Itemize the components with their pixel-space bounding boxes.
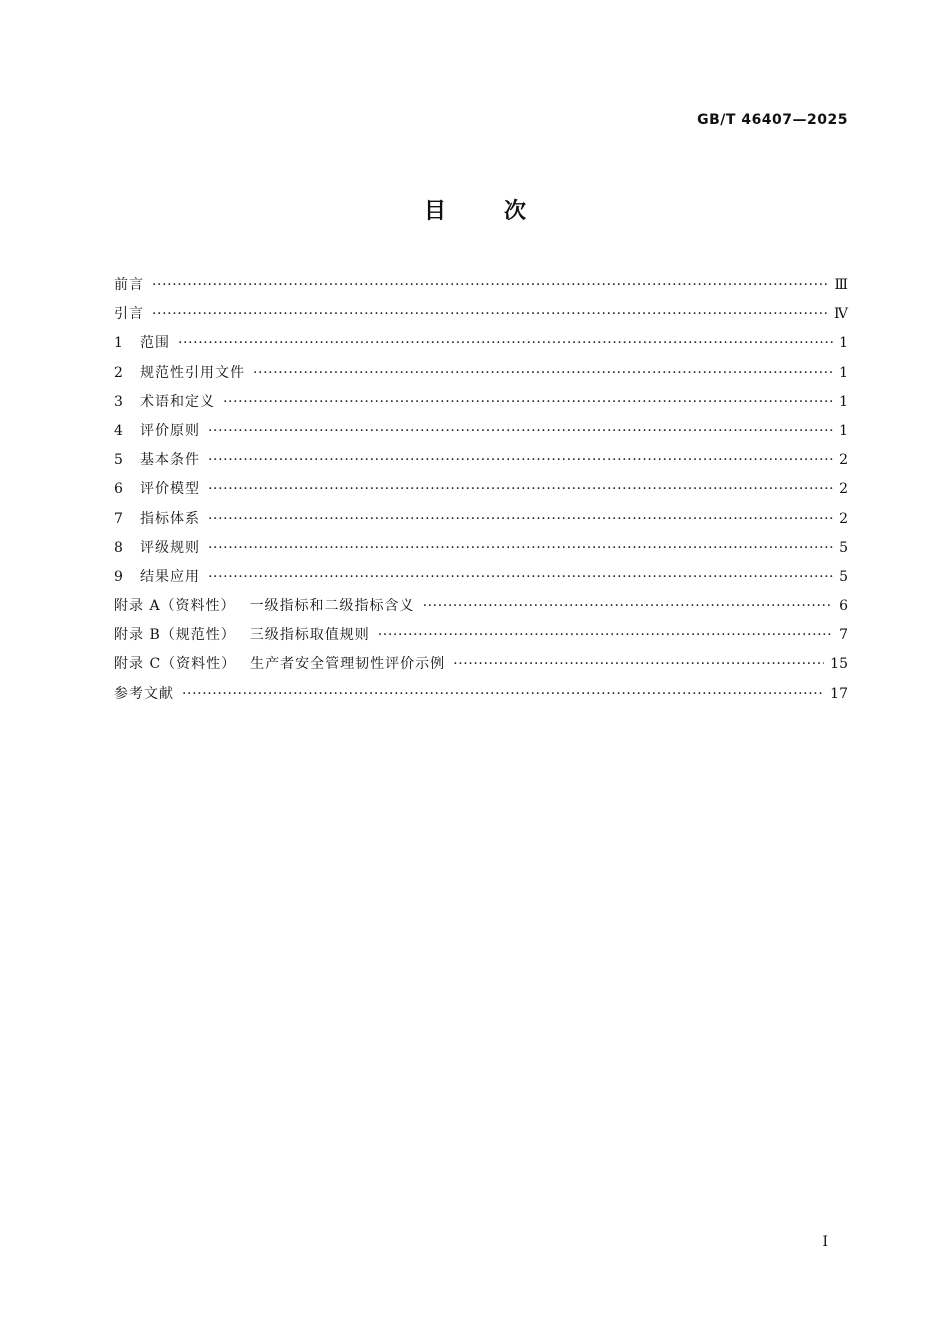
toc-entry-title: 范围 [140,335,170,352]
toc-entry-appendix-label: 附录 A（资料性） [114,598,236,615]
toc-entry-appendix-label: 附录 B（规范性） [114,627,236,644]
toc-entry-page: 2 [839,481,848,498]
toc-dot-leader [182,680,824,709]
toc-entry-title: 参考文献 [114,685,174,702]
toc-entry-title: 基本条件 [140,452,200,469]
toc-dot-leader [208,475,833,504]
toc-dot-leader [453,650,824,679]
toc-entry-label [140,563,200,592]
toc-dot-leader [152,300,828,329]
toc-entry-label [140,505,200,534]
toc-entry-number: 2 [114,364,123,381]
toc-entry[interactable] [114,650,848,679]
toc-entry-label [114,680,174,709]
toc-entry-title: 评级规则 [140,539,200,556]
toc-dot-leader [223,388,833,417]
table-of-contents [114,271,848,709]
toc-entry-label [114,621,370,650]
toc-entry[interactable] [114,271,848,300]
toc-entry-title: 评价模型 [140,481,200,498]
toc-entry-title: 前言 [114,277,144,293]
toc-entry-page: 1 [839,422,848,439]
toc-entry-page: 5 [839,539,848,556]
toc-entry-number: 4 [114,422,123,439]
toc-entry[interactable] [114,563,848,592]
toc-title-char-2: 次 [504,199,527,224]
toc-entry-page: 17 [830,685,848,702]
toc-dot-leader [423,592,834,621]
toc-entry-page: 2 [839,510,848,527]
toc-entry-number: 3 [114,393,123,410]
toc-entry-page: Ⅳ [834,306,848,323]
toc-dot-leader [378,621,833,650]
toc-entry-number: 8 [114,539,123,556]
toc-entry-title: 指标体系 [140,510,200,527]
toc-entry-title: 引言 [114,306,144,323]
toc-entry[interactable] [114,680,848,709]
toc-dot-leader [152,271,828,300]
toc-entry-label [140,534,200,563]
toc-entry-title: 术语和定义 [140,393,215,410]
toc-entry-label [114,592,415,621]
toc-entry-number: 5 [114,452,123,469]
toc-dot-leader [208,534,833,563]
toc-entry[interactable] [114,592,848,621]
toc-dot-leader [208,505,833,534]
toc-entry-page: 7 [839,627,848,644]
toc-entry[interactable] [114,621,848,650]
toc-entry-page: 6 [839,598,848,615]
toc-entry-number: 6 [114,481,123,498]
toc-entry-page: 5 [839,568,848,585]
toc-entry-label [140,417,200,446]
toc-dot-leader [208,446,833,475]
toc-entry-title: 生产者安全管理韧性评价示例 [250,656,446,673]
toc-entry-title: 规范性引用文件 [140,364,245,381]
toc-entry-number: 1 [114,335,123,352]
toc-entry-label [140,329,170,358]
toc-entry[interactable] [114,446,848,475]
toc-entry-title: 评价原则 [140,422,200,439]
toc-title-char-1: 目 [423,199,446,224]
toc-entry-title: 三级指标取值规则 [249,627,370,644]
toc-entry-label [140,388,215,417]
toc-entry[interactable] [114,300,848,329]
toc-entry-appendix-label: 附录 C（资料性） [114,656,237,673]
toc-dot-leader [208,563,833,592]
toc-entry-page: Ⅲ [834,277,848,293]
toc-entry-label [114,300,144,329]
toc-entry-number: 7 [114,510,123,527]
toc-entry[interactable] [114,388,848,417]
toc-entry[interactable] [114,417,848,446]
toc-entry-title: 结果应用 [140,568,200,585]
toc-entry-label [140,475,200,504]
toc-dot-leader [208,417,833,446]
toc-entry[interactable] [114,329,848,358]
toc-entry[interactable] [114,475,848,504]
toc-entry[interactable] [114,534,848,563]
toc-title [0,194,950,225]
toc-entry-page: 1 [839,364,848,381]
toc-entry-label [114,650,445,679]
footer-page-number: Ⅰ [822,1234,828,1250]
toc-entry-number: 9 [114,568,123,585]
toc-entry-title: 一级指标和二级指标含义 [249,598,415,615]
toc-entry-page: 2 [839,452,848,469]
toc-entry-label [140,359,245,388]
toc-entry-page: 1 [839,393,848,410]
toc-dot-leader [178,329,833,358]
standard-code: GB/T 46407—2025 [697,112,848,128]
toc-entry[interactable] [114,505,848,534]
toc-entry-page: 15 [830,656,848,673]
toc-entry-label [140,446,200,475]
toc-entry[interactable] [114,359,848,388]
toc-entry-page: 1 [839,335,848,352]
toc-entry-label [114,271,144,300]
toc-dot-leader [253,359,833,388]
